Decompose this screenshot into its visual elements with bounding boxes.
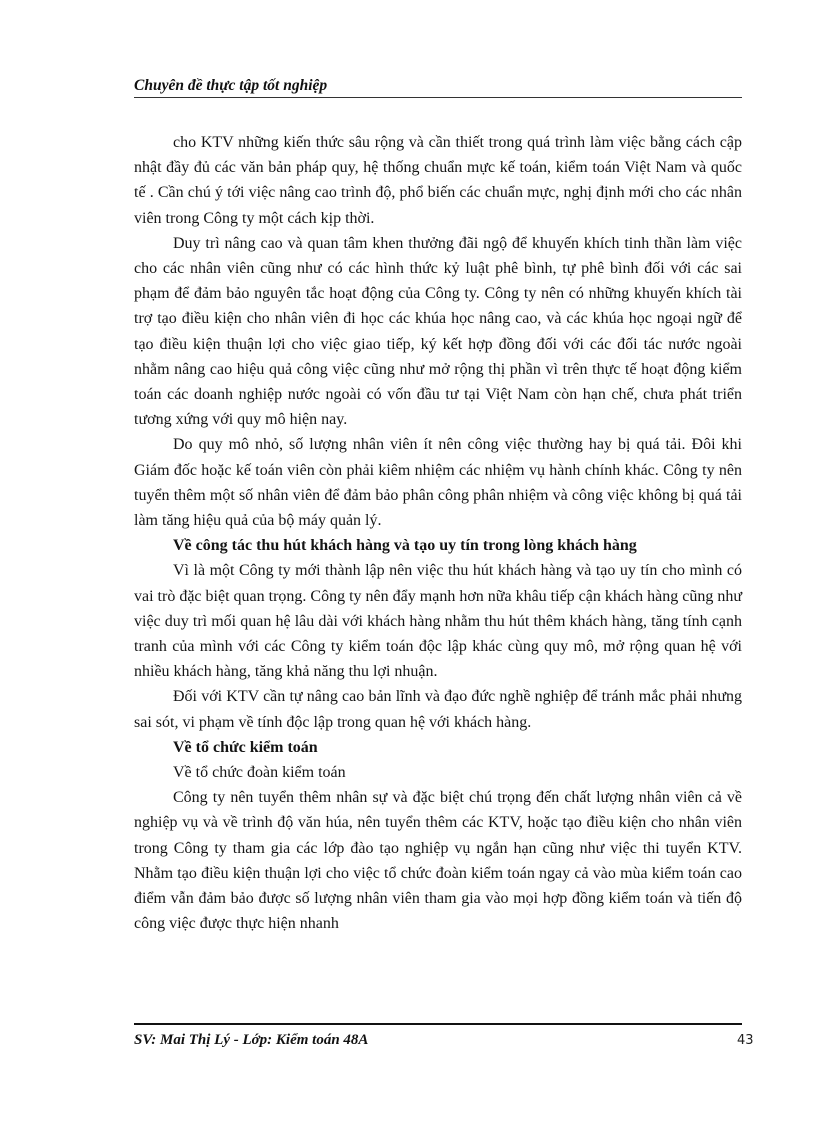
page-number: 43 <box>737 1033 754 1048</box>
footer-divider <box>134 1023 742 1025</box>
section-heading-audit-organization: Về tổ chức kiểm toán <box>173 738 318 756</box>
paragraph-auditor-ethics: Đối với KTV cần tự nâng cao bản lĩnh và đạo đức nghề nghiệp để tránh mắc phải nhưng sai sót, vi phạm về tính độc lập trong quan hệ với khách hàng. <box>134 688 742 731</box>
paragraph-client-relations: Vì là một Công ty mới thành lập nên việc thu hút khách hàng và tạo uy tín cho mình có vai trò đặc biệt quan trọng. Công ty nên đẩy mạnh hơn nữa khâu tiếp cận khách hàng cũng như việc duy trì mối quan hệ lâu dài với khách hàng nhằm thu hút thêm khách hàng, tăng tính cạnh tranh của mình với các Công ty kiểm toán độc lập khác cùng quy mô, mở rộng quan hệ với nhiều khách hàng, tăng khả năng thu lợi nhuận. <box>134 562 742 681</box>
paragraph-staff-workload: Do quy mô nhỏ, số lượng nhân viên ít nên công việc thường hay bị quá tải. Đôi khi Giám đốc hoặc kế toán viên còn phải kiêm nhiệm các nhiệm vụ hành chính khác. Công ty nên tuyển thêm một số nhân viên để đảm bảo phân công phân nhiệm và công việc không bị quá tải làm tăng hiệu quả của bộ máy quản lý. <box>134 436 742 530</box>
running-header <box>134 76 742 98</box>
section-heading-client-acquisition: Về công tác thu hút khách hàng và tạo uy tín trong lòng khách hàng <box>173 537 637 555</box>
footer-author-line: SV: Mai Thị Lý - Lớp: Kiểm toán 48A <box>134 1032 369 1048</box>
paragraph-study-materials: cho KTV những kiến thức sâu rộng và cần thiết trong quá trình làm việc bằng cách cập nhật đầy đủ các văn bản pháp quy, hệ thống chuẩn mực kế toán, kiểm toán Việt Nam và quốc tế . Cần chú ý tới việc nâng cao trình độ, phổ biến các chuẩn mực, nghị định mới cho các nhân viên trong Công ty một cách kịp thời. <box>134 134 742 227</box>
subsection-heading-audit-team: Về tổ chức đoàn kiểm toán <box>173 764 346 782</box>
body-text <box>134 130 742 937</box>
header-title: Chuyên đề thực tập tốt nghiệp <box>134 77 328 94</box>
paragraph-rewards-discipline: Duy trì nâng cao và quan tâm khen thưởng đãi ngộ để khuyến khích tinh thần làm việc cho các nhân viên cũng như có các hình thức kỷ luật phê bình, tự phê bình đối với các sai phạm để đảm bảo nguyên tắc hoạt động của Công ty. Công ty nên có những khuyến khích tài trợ tạo điều kiện cho nhân viên đi học các khúa học nâng cao, và các khúa học ngoại ngữ để tạo điều kiện thuận lợi cho việc giao tiếp, ký kết hợp đồng đối với các đối tác nước ngoài nhằm nâng cao hiệu quả công việc cũng như mở rộng thị phần vì trên thực tế hoạt động kiểm toán các doanh nghiệp nước ngoài có vốn đầu tư tại Việt Nam còn hạn chế, chưa phát triển tương xứng với quy mô hiện nay. <box>134 234 742 429</box>
paragraph-audit-team-staffing: Công ty nên tuyển thêm nhân sự và đặc biệt chú trọng đến chất lượng nhân viên cả về nghiệp vụ và về trình độ văn húa, nên tuyển thêm các KTV, hoặc tạo điều kiện cho nhân viên trong Công ty tham gia các lớp đào tạo nghiệp vụ ngắn hạn cũng như việc thi tuyển KTV. Nhằm tạo điều kiện thuận lợi cho việc tổ chức đoàn kiểm toán ngay cả vào mùa kiểm toán cao điểm vẫn đảm bảo được số lượng nhân viên tham gia vào mọi hợp đồng kiểm toán và tiến độ công việc được thực hiện nhanh <box>134 789 742 933</box>
